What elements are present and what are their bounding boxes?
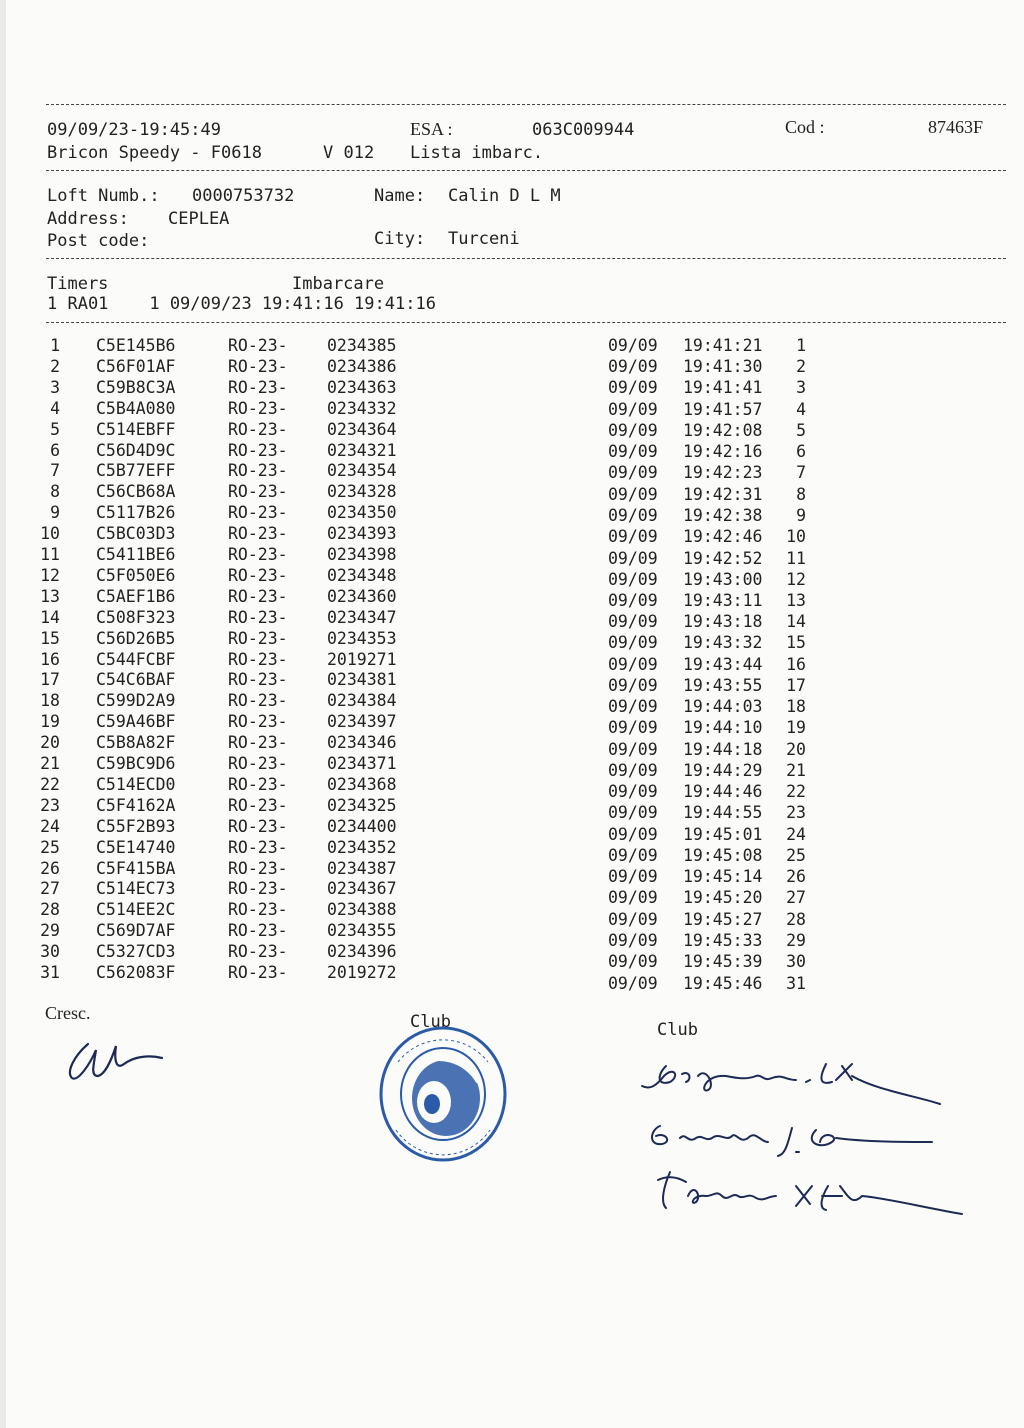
arrival-position: 20 bbox=[786, 739, 806, 759]
bird-index: 30 bbox=[40, 942, 60, 962]
chip-id: C5F415BA bbox=[96, 858, 176, 878]
table-row bbox=[0, 503, 1000, 524]
separator-line bbox=[46, 322, 1006, 323]
chip-id: C514EE2C bbox=[96, 900, 176, 920]
bird-index: 24 bbox=[40, 816, 60, 836]
imbarcare-label: Imbarcare bbox=[292, 274, 385, 294]
arrival-position: 9 bbox=[796, 505, 806, 525]
ring-number: 0234368 bbox=[327, 774, 397, 794]
bird-index: 20 bbox=[40, 733, 60, 753]
bird-index: 2 bbox=[50, 356, 60, 376]
ring-number: 0234355 bbox=[327, 921, 397, 941]
bird-index: 19 bbox=[40, 712, 60, 732]
bird-index: 27 bbox=[40, 879, 60, 899]
ring-number: 0234354 bbox=[327, 461, 397, 481]
bird-index: 25 bbox=[40, 837, 60, 857]
table-row bbox=[0, 628, 1000, 653]
country-code: RO-23- bbox=[228, 461, 288, 481]
device-version: V 012 bbox=[323, 143, 375, 163]
city-value: Turceni bbox=[448, 229, 520, 249]
arrival-date: 09/09 bbox=[608, 484, 658, 504]
bird-index: 29 bbox=[40, 921, 60, 941]
bird-index: 10 bbox=[40, 524, 60, 544]
arrival-time: 19:45:39 bbox=[683, 952, 763, 972]
country-code: RO-23- bbox=[228, 503, 288, 523]
bird-index: 4 bbox=[50, 398, 60, 418]
table-row bbox=[0, 524, 1000, 545]
table-row bbox=[0, 587, 1000, 608]
arrival-date: 09/09 bbox=[608, 378, 658, 398]
arrival-date: 09/09 bbox=[608, 803, 658, 823]
chip-id: C59B8C3A bbox=[96, 377, 176, 397]
table-row bbox=[0, 858, 1000, 887]
arrival-date: 09/09 bbox=[608, 420, 658, 440]
print-datetime: 09/09/23-19:45:49 bbox=[47, 120, 221, 140]
country-code: RO-23- bbox=[228, 440, 288, 460]
ring-number: 0234325 bbox=[327, 795, 397, 815]
chip-id: C514ECD0 bbox=[96, 774, 176, 794]
ring-number: 2019271 bbox=[327, 649, 397, 669]
arrival-date: 09/09 bbox=[608, 399, 658, 419]
table-row bbox=[0, 357, 1000, 378]
cod-value: 87463F bbox=[928, 117, 984, 137]
arrival-time: 19:43:18 bbox=[683, 612, 763, 632]
loft-number-label: Loft Numb.: bbox=[47, 186, 160, 206]
address-label: Address: bbox=[47, 209, 129, 229]
arrival-position: 22 bbox=[786, 782, 806, 802]
ring-number: 2019272 bbox=[327, 963, 397, 982]
country-code: RO-23- bbox=[228, 795, 288, 815]
bird-index: 6 bbox=[50, 440, 60, 460]
bird-index: 16 bbox=[40, 649, 60, 669]
ring-number: 0234400 bbox=[327, 816, 397, 836]
ring-number: 0234397 bbox=[327, 712, 397, 732]
arrival-time: 19:41:57 bbox=[683, 399, 763, 419]
chip-id: C544FCBF bbox=[96, 649, 176, 669]
arrival-position: 31 bbox=[786, 973, 806, 993]
chip-id: C5B4A080 bbox=[96, 398, 176, 418]
country-code: RO-23- bbox=[228, 900, 288, 920]
table-row bbox=[0, 879, 1000, 908]
country-code: RO-23- bbox=[228, 712, 288, 732]
arrival-time: 19:43:55 bbox=[683, 675, 763, 695]
ring-number: 0234321 bbox=[327, 440, 397, 460]
country-code: RO-23- bbox=[228, 963, 288, 982]
arrival-position: 23 bbox=[786, 803, 806, 823]
country-code: RO-23- bbox=[228, 691, 288, 711]
table-row bbox=[0, 441, 1000, 462]
chip-id: C5117B26 bbox=[96, 503, 176, 523]
list-title: Lista imbarc. bbox=[410, 143, 544, 163]
arrival-position: 16 bbox=[786, 654, 806, 674]
chip-id: C5BC03D3 bbox=[96, 524, 176, 544]
arrival-position: 6 bbox=[796, 442, 806, 462]
arrival-time: 19:45:20 bbox=[683, 888, 763, 908]
arrival-date: 09/09 bbox=[608, 633, 658, 653]
chip-id: C56D26B5 bbox=[96, 628, 176, 648]
table-row bbox=[0, 837, 1000, 865]
cresc-label: Cresc. bbox=[45, 1003, 91, 1023]
ring-number: 0234393 bbox=[327, 524, 397, 544]
country-code: RO-23- bbox=[228, 921, 288, 941]
club-label: Club bbox=[657, 1020, 698, 1040]
arrival-date: 09/09 bbox=[608, 505, 658, 525]
arrival-time: 19:45:08 bbox=[683, 845, 763, 865]
arrival-time: 19:45:14 bbox=[683, 867, 763, 887]
bird-index: 1 bbox=[50, 336, 60, 355]
arrival-date: 09/09 bbox=[608, 463, 658, 483]
timers-label: Timers bbox=[47, 274, 109, 294]
bird-index: 23 bbox=[40, 795, 60, 815]
arrival-date: 09/09 bbox=[608, 697, 658, 717]
table-row bbox=[0, 670, 1000, 695]
separator-line bbox=[46, 170, 1006, 171]
arrival-date: 09/09 bbox=[608, 569, 658, 589]
chip-id: C59BC9D6 bbox=[96, 754, 176, 773]
club-signatures bbox=[636, 1046, 966, 1226]
ring-number: 0234364 bbox=[327, 419, 397, 439]
name-label: Name: bbox=[374, 186, 426, 206]
arrival-time: 19:45:33 bbox=[683, 930, 763, 950]
arrival-position: 28 bbox=[786, 909, 806, 929]
arrival-position: 29 bbox=[786, 930, 806, 950]
country-code: RO-23- bbox=[228, 356, 288, 376]
chip-id: C56F01AF bbox=[96, 356, 176, 376]
arrival-time: 19:42:08 bbox=[683, 420, 763, 440]
arrival-date: 09/09 bbox=[608, 548, 658, 568]
chip-id: C5AEF1B6 bbox=[96, 586, 176, 606]
arrival-position: 17 bbox=[786, 675, 806, 695]
country-code: RO-23- bbox=[228, 336, 288, 355]
breeder-signature bbox=[60, 1028, 170, 1088]
chip-id: C514EC73 bbox=[96, 879, 176, 899]
table-row bbox=[0, 482, 1000, 503]
country-code: RO-23- bbox=[228, 879, 288, 899]
ring-number: 0234347 bbox=[327, 607, 397, 627]
bird-index: 28 bbox=[40, 900, 60, 920]
ring-number: 0234352 bbox=[327, 837, 397, 857]
club-stamp-label: Club bbox=[410, 1012, 451, 1032]
arrival-time: 19:44:10 bbox=[683, 718, 763, 738]
country-code: RO-23- bbox=[228, 586, 288, 606]
arrival-time: 19:42:16 bbox=[683, 442, 763, 462]
chip-id: C5B8A82F bbox=[96, 733, 176, 753]
arrival-time: 19:42:31 bbox=[683, 484, 763, 504]
arrival-date: 09/09 bbox=[608, 930, 658, 950]
chip-id: C5327CD3 bbox=[96, 942, 176, 962]
arrival-date: 09/09 bbox=[608, 357, 658, 377]
bird-index: 3 bbox=[50, 377, 60, 397]
country-code: RO-23- bbox=[228, 649, 288, 669]
bird-index: 5 bbox=[50, 419, 60, 439]
arrival-date: 09/09 bbox=[608, 527, 658, 547]
ring-number: 0234328 bbox=[327, 482, 397, 502]
arrival-position: 13 bbox=[786, 590, 806, 610]
arrival-date: 09/09 bbox=[608, 888, 658, 908]
arrival-position: 27 bbox=[786, 888, 806, 908]
arrival-time: 19:43:44 bbox=[683, 654, 763, 674]
arrival-position: 8 bbox=[796, 484, 806, 504]
arrival-date: 09/09 bbox=[608, 973, 658, 993]
country-code: RO-23- bbox=[228, 816, 288, 836]
arrival-position: 24 bbox=[786, 824, 806, 844]
arrival-time: 19:44:18 bbox=[683, 739, 763, 759]
country-code: RO-23- bbox=[228, 482, 288, 502]
separator-line bbox=[46, 258, 1006, 259]
ring-number: 0234346 bbox=[327, 733, 397, 753]
arrival-date: 09/09 bbox=[608, 590, 658, 610]
table-row bbox=[0, 649, 1000, 674]
chip-id: C569D7AF bbox=[96, 921, 176, 941]
arrival-time: 19:41:30 bbox=[683, 357, 763, 377]
arrival-position: 21 bbox=[786, 761, 806, 780]
device-name: Bricon Speedy - F0618 bbox=[47, 143, 262, 163]
chip-id: C59A46BF bbox=[96, 712, 176, 732]
chip-id: C599D2A9 bbox=[96, 691, 176, 711]
country-code: RO-23- bbox=[228, 837, 288, 857]
arrival-time: 19:45:01 bbox=[683, 824, 763, 844]
chip-id: C5F050E6 bbox=[96, 565, 176, 585]
bird-index: 18 bbox=[40, 691, 60, 711]
ring-number: 0234348 bbox=[327, 565, 397, 585]
table-row bbox=[0, 545, 1000, 566]
arrival-position: 1 bbox=[796, 336, 806, 355]
postcode-label: Post code: bbox=[47, 231, 150, 251]
arrival-date: 09/09 bbox=[608, 336, 658, 355]
country-code: RO-23- bbox=[228, 733, 288, 753]
ring-number: 0234387 bbox=[327, 858, 397, 878]
ring-number: 0234388 bbox=[327, 900, 397, 920]
ring-number: 0234384 bbox=[327, 691, 397, 711]
arrival-time: 19:43:11 bbox=[683, 590, 763, 610]
arrival-date: 09/09 bbox=[608, 952, 658, 972]
arrival-date: 09/09 bbox=[608, 761, 658, 780]
city-label: City: bbox=[374, 229, 426, 249]
chip-id: C562083F bbox=[96, 963, 176, 982]
arrival-date: 09/09 bbox=[608, 718, 658, 738]
arrival-position: 3 bbox=[796, 378, 806, 398]
arrival-position: 15 bbox=[786, 633, 806, 653]
arrival-position: 14 bbox=[786, 612, 806, 632]
ring-number: 0234332 bbox=[327, 398, 397, 418]
arrival-date: 09/09 bbox=[608, 867, 658, 887]
table-row bbox=[0, 774, 1000, 802]
table-row bbox=[0, 942, 1000, 972]
arrival-position: 5 bbox=[796, 420, 806, 440]
arrival-time: 19:42:52 bbox=[683, 548, 763, 568]
country-code: RO-23- bbox=[228, 607, 288, 627]
arrival-date: 09/09 bbox=[608, 824, 658, 844]
arrival-time: 19:45:46 bbox=[683, 973, 763, 993]
arrival-time: 19:42:23 bbox=[683, 463, 763, 483]
table-row bbox=[0, 963, 1000, 993]
table-row bbox=[0, 921, 1000, 950]
cod-label: Cod : bbox=[785, 117, 825, 137]
chip-id: C514EBFF bbox=[96, 419, 176, 439]
chip-id: C56D4D9C bbox=[96, 440, 176, 460]
arrival-position: 10 bbox=[786, 527, 806, 547]
arrival-time: 19:43:32 bbox=[683, 633, 763, 653]
chip-id: C56CB68A bbox=[96, 482, 176, 502]
ring-number: 0234363 bbox=[327, 377, 397, 397]
chip-id: C5E14740 bbox=[96, 837, 176, 857]
arrival-position: 19 bbox=[786, 718, 806, 738]
address-value: CEPLEA bbox=[168, 209, 230, 229]
esa-value: 063C009944 bbox=[532, 120, 635, 140]
separator-line bbox=[46, 104, 1006, 105]
bird-index: 12 bbox=[40, 565, 60, 585]
ring-number: 0234350 bbox=[327, 503, 397, 523]
country-code: RO-23- bbox=[228, 774, 288, 794]
fancier-name: Calin D L M bbox=[448, 186, 561, 206]
ring-number: 0234371 bbox=[327, 754, 397, 773]
table-row bbox=[0, 754, 1000, 780]
table-row bbox=[0, 566, 1000, 587]
arrival-time: 19:42:46 bbox=[683, 527, 763, 547]
country-code: RO-23- bbox=[228, 670, 288, 690]
bird-index: 22 bbox=[40, 774, 60, 794]
arrival-time: 19:45:27 bbox=[683, 909, 763, 929]
table-row bbox=[0, 816, 1000, 844]
country-code: RO-23- bbox=[228, 565, 288, 585]
arrival-position: 25 bbox=[786, 845, 806, 865]
chip-id: C5411BE6 bbox=[96, 545, 176, 564]
ring-number: 0234381 bbox=[327, 670, 397, 690]
country-code: RO-23- bbox=[228, 858, 288, 878]
table-row bbox=[0, 900, 1000, 929]
loft-number: 0000753732 bbox=[192, 186, 295, 206]
chip-id: C55F2B93 bbox=[96, 816, 176, 836]
arrival-position: 26 bbox=[786, 867, 806, 887]
chip-id: C54C6BAF bbox=[96, 670, 176, 690]
arrival-date: 09/09 bbox=[608, 442, 658, 462]
ring-number: 0234353 bbox=[327, 628, 397, 648]
table-row bbox=[0, 420, 1000, 441]
arrival-position: 2 bbox=[796, 357, 806, 377]
table-row bbox=[0, 733, 1000, 759]
country-code: RO-23- bbox=[228, 524, 288, 544]
arrival-date: 09/09 bbox=[608, 782, 658, 802]
country-code: RO-23- bbox=[228, 377, 288, 397]
bird-index: 8 bbox=[50, 482, 60, 502]
country-code: RO-23- bbox=[228, 628, 288, 648]
ring-number: 0234386 bbox=[327, 356, 397, 376]
arrival-date: 09/09 bbox=[608, 739, 658, 759]
table-row bbox=[0, 461, 1000, 482]
table-row bbox=[0, 336, 1000, 357]
arrival-date: 09/09 bbox=[608, 675, 658, 695]
arrival-date: 09/09 bbox=[608, 909, 658, 929]
chip-id: C5E145B6 bbox=[96, 336, 176, 355]
bird-index: 14 bbox=[40, 607, 60, 627]
bird-index: 15 bbox=[40, 628, 60, 648]
arrival-time: 19:43:00 bbox=[683, 569, 763, 589]
arrival-time: 19:41:41 bbox=[683, 378, 763, 398]
country-code: RO-23- bbox=[228, 419, 288, 439]
arrival-date: 09/09 bbox=[608, 845, 658, 865]
chip-id: C508F323 bbox=[96, 607, 176, 627]
bird-index: 17 bbox=[40, 670, 60, 690]
timer-line: 1 RA01 1 09/09/23 19:41:16 19:41:16 bbox=[47, 294, 436, 314]
arrival-position: 11 bbox=[786, 548, 806, 568]
arrival-time: 19:44:55 bbox=[683, 803, 763, 823]
country-code: RO-23- bbox=[228, 398, 288, 418]
bird-index: 11 bbox=[40, 545, 60, 564]
table-row bbox=[0, 607, 1000, 632]
arrival-time: 19:44:03 bbox=[683, 697, 763, 717]
chip-id: C5F4162A bbox=[96, 795, 176, 815]
ring-number: 0234398 bbox=[327, 545, 397, 564]
arrival-time: 19:44:29 bbox=[683, 761, 763, 780]
arrival-time: 19:44:46 bbox=[683, 782, 763, 802]
ring-number: 0234396 bbox=[327, 942, 397, 962]
arrival-date: 09/09 bbox=[608, 654, 658, 674]
arrival-position: 18 bbox=[786, 697, 806, 717]
arrival-time: 19:42:38 bbox=[683, 505, 763, 525]
arrival-date: 09/09 bbox=[608, 612, 658, 632]
arrival-position: 12 bbox=[786, 569, 806, 589]
bird-index: 26 bbox=[40, 858, 60, 878]
table-row bbox=[0, 378, 1000, 399]
bird-index: 13 bbox=[40, 586, 60, 606]
arrival-time: 19:41:21 bbox=[683, 336, 763, 355]
table-row bbox=[0, 691, 1000, 717]
esa-label: ESA : bbox=[410, 119, 453, 139]
bird-index: 7 bbox=[50, 461, 60, 481]
arrival-position: 7 bbox=[796, 463, 806, 483]
country-code: RO-23- bbox=[228, 545, 288, 564]
bird-index: 31 bbox=[40, 963, 60, 982]
arrival-position: 4 bbox=[796, 399, 806, 419]
ring-number: 0234367 bbox=[327, 879, 397, 899]
table-row bbox=[0, 795, 1000, 823]
ring-number: 0234385 bbox=[327, 336, 397, 355]
bird-index: 21 bbox=[40, 754, 60, 773]
ring-number: 0234360 bbox=[327, 586, 397, 606]
country-code: RO-23- bbox=[228, 754, 288, 773]
table-row bbox=[0, 712, 1000, 738]
chip-id: C5B77EFF bbox=[96, 461, 176, 481]
club-stamp bbox=[376, 1022, 510, 1164]
country-code: RO-23- bbox=[228, 942, 288, 962]
arrival-position: 30 bbox=[786, 952, 806, 972]
bird-index: 9 bbox=[50, 503, 60, 523]
table-row bbox=[0, 399, 1000, 420]
